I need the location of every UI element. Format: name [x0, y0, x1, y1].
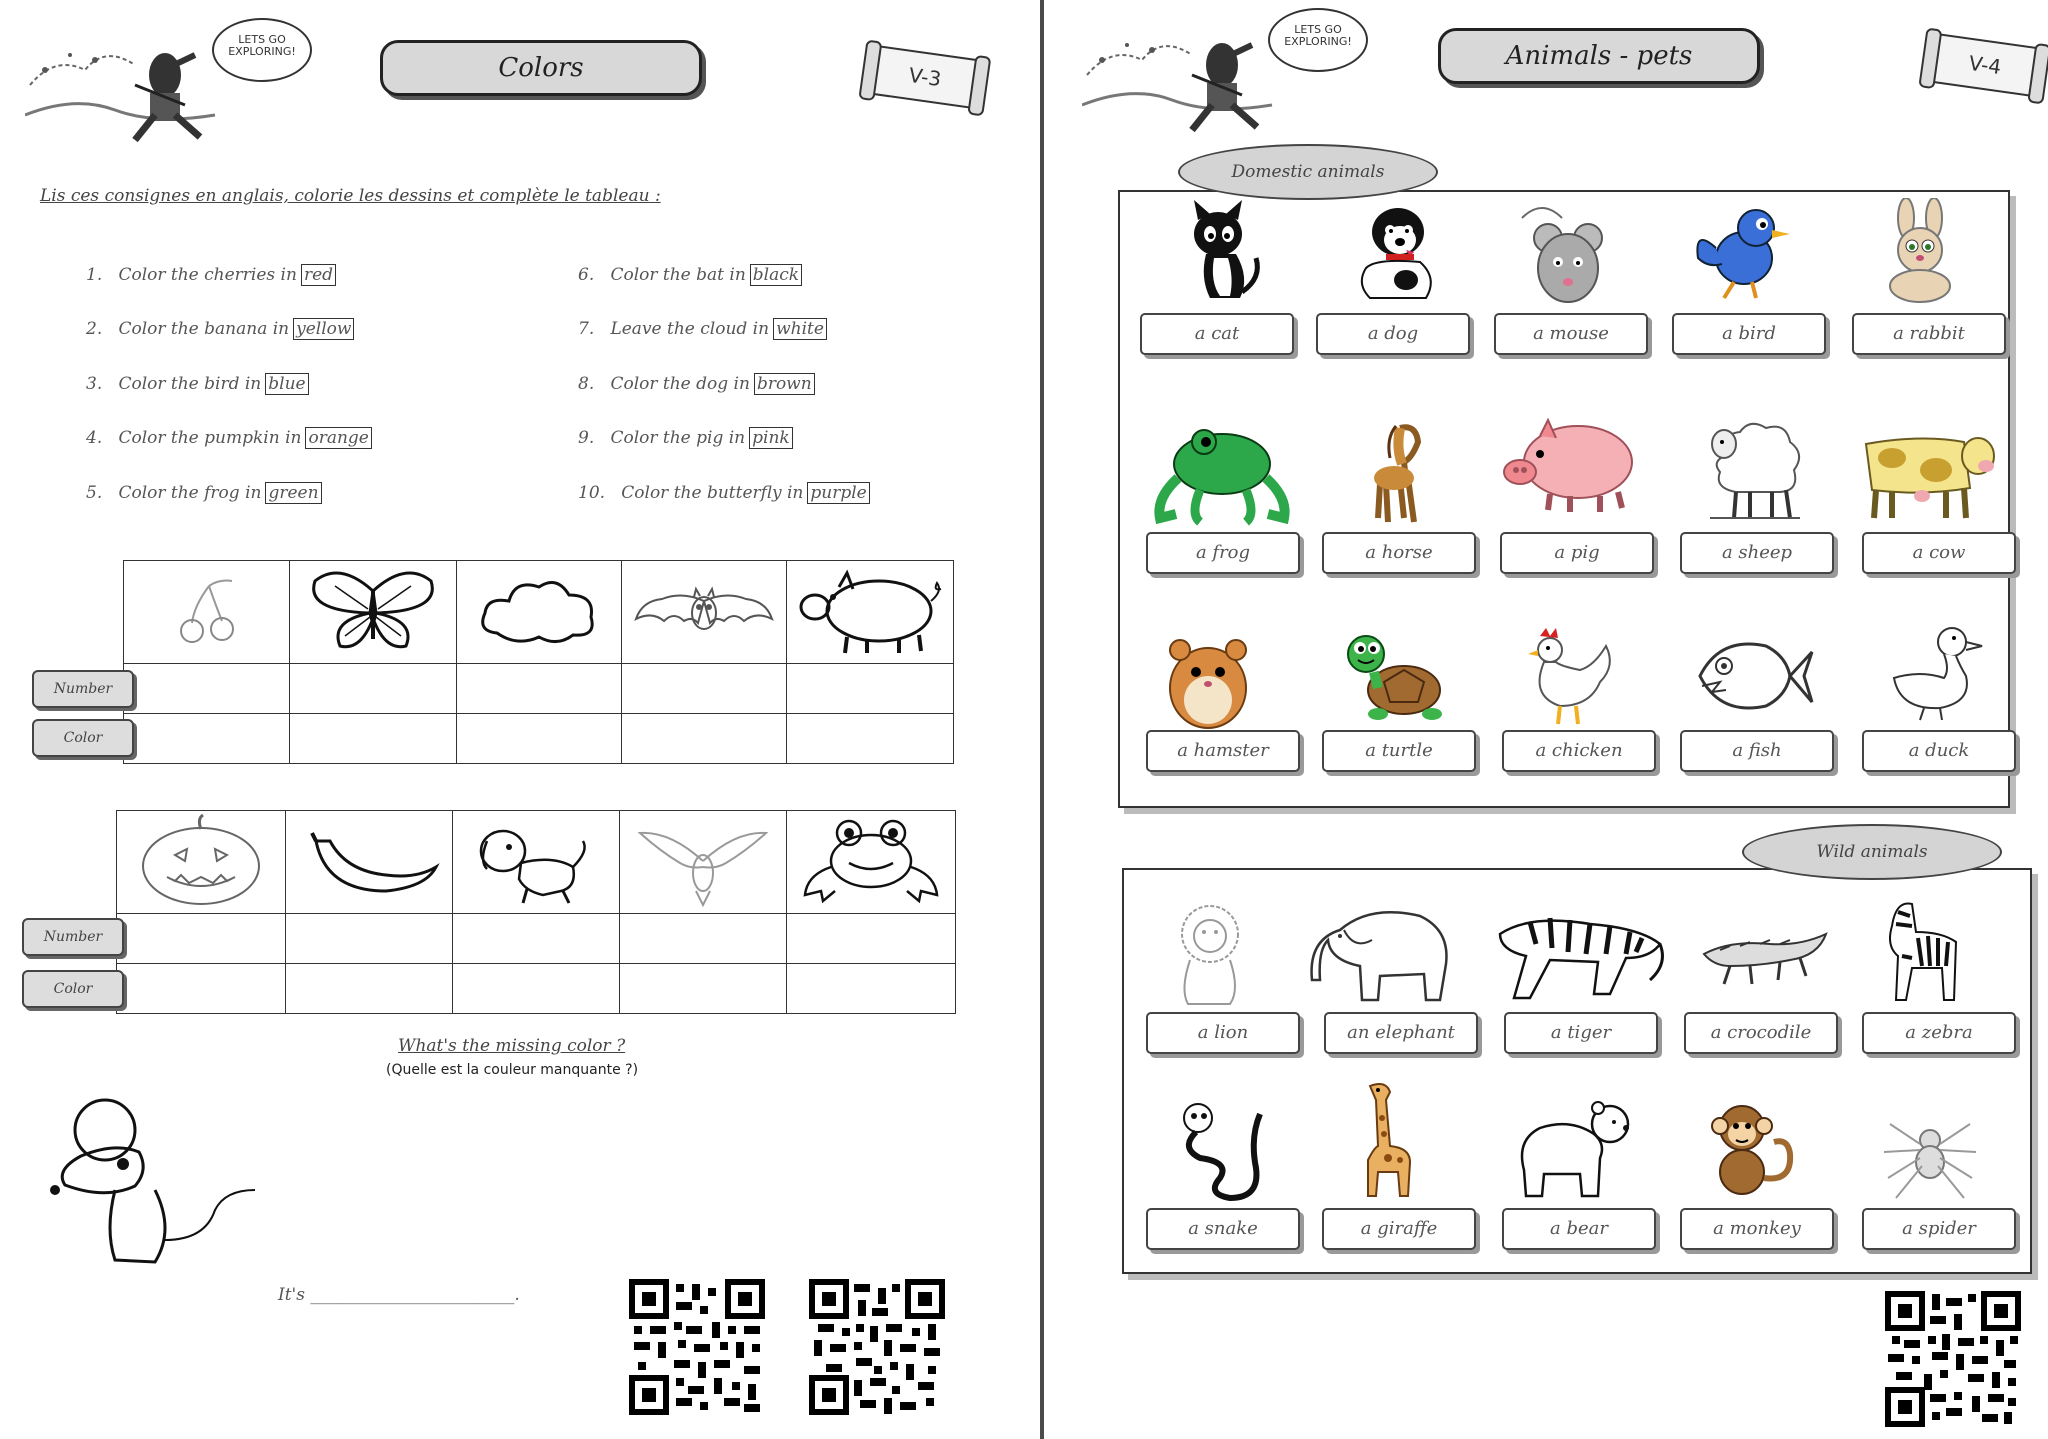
label-bear: a bear — [1502, 1208, 1656, 1250]
worksheet-code: V-3 — [867, 45, 983, 110]
label-snake: a snake — [1146, 1208, 1300, 1250]
frog-icon — [1150, 418, 1290, 528]
banana-icon — [286, 811, 452, 909]
label-pig: a pig — [1500, 532, 1654, 574]
instruction-7: 7. Leave the cloud in white — [578, 319, 827, 339]
page-title: Animals - pets — [1438, 28, 1760, 84]
explorer-cartoon-icon — [1082, 5, 1292, 135]
crocodile-icon — [1700, 910, 1830, 1000]
pig-icon — [1494, 414, 1644, 514]
number-row-label: Number — [22, 918, 124, 956]
table-cell — [620, 811, 787, 914]
dog-icon — [1346, 198, 1446, 303]
label-dog: a dog — [1316, 313, 1470, 355]
fish-icon — [1690, 626, 1816, 726]
wild-animals-heading: Wild animals — [1742, 824, 2002, 880]
label-elephant: an elephant — [1324, 1012, 1478, 1054]
label-turtle: a turtle — [1322, 730, 1476, 772]
elephant-icon — [1300, 900, 1460, 1006]
label-lion: a lion — [1146, 1012, 1300, 1054]
color-row-label: Color — [32, 719, 134, 757]
cloud-icon — [457, 561, 621, 659]
qr-code-icon — [808, 1278, 946, 1416]
instruction-5: 5. Color the frog in green — [86, 483, 322, 503]
instruction-6: 6. Color the bat in black — [578, 265, 802, 285]
spider-icon — [1880, 1104, 1980, 1204]
mouse-icon — [1512, 198, 1622, 308]
giraffe-icon — [1346, 1076, 1420, 1200]
qr-code-icon — [1884, 1290, 2022, 1428]
lion-icon — [1160, 900, 1260, 1006]
instruction-9: 9. Color the pig in pink — [578, 428, 793, 448]
label-rabbit: a rabbit — [1852, 313, 2006, 355]
cow-icon — [1852, 414, 2002, 524]
instruction-10: 10. Color the butterfly in purple — [578, 483, 870, 503]
turtle-icon — [1338, 626, 1448, 732]
bat-icon — [622, 561, 786, 659]
label-bird: a bird — [1672, 313, 1826, 355]
instruction-1: 1. Color the cherries in red — [86, 265, 336, 285]
label-duck: a duck — [1862, 730, 2016, 772]
snake-icon — [1170, 1098, 1270, 1204]
missing-color-title: What's the missing color ? — [398, 1036, 626, 1056]
pig-icon — [787, 561, 953, 659]
instruction-8: 8. Color the dog in brown — [578, 374, 815, 394]
table-cell — [457, 561, 622, 664]
label-crocodile: a crocodile — [1684, 1012, 1838, 1054]
label-fish: a fish — [1680, 730, 1834, 772]
label-zebra: a zebra — [1862, 1012, 2016, 1054]
cat-icon — [1170, 198, 1270, 303]
color-table-1 — [123, 560, 954, 764]
table-cell — [622, 561, 787, 664]
page-divider — [1040, 0, 1044, 1439]
tiger-icon — [1490, 904, 1670, 1004]
missing-color-subtitle: (Quelle est la couleur manquante ?) — [386, 1062, 639, 1078]
table-cell — [124, 561, 290, 664]
speech-bubble: LETS GO EXPLORING! — [212, 18, 312, 82]
qr-code-icon — [628, 1278, 766, 1416]
number-row-label: Number — [32, 670, 134, 708]
page-title: Colors — [380, 40, 702, 96]
instruction-2: 2. Color the banana in yellow — [86, 319, 354, 339]
bear-icon — [1510, 1100, 1640, 1200]
table-cell — [787, 561, 954, 664]
label-chicken: a chicken — [1502, 730, 1656, 772]
table-cell — [290, 561, 457, 664]
butterfly-icon — [290, 561, 456, 659]
frog-icon — [787, 811, 955, 909]
table-cell — [787, 811, 956, 914]
answer-line: It's ________________________. — [278, 1285, 520, 1305]
speech-bubble: LETS GO EXPLORING! — [1268, 8, 1368, 72]
monkey-icon — [1702, 1098, 1802, 1204]
instruction-3: 3. Color the bird in blue — [86, 374, 309, 394]
label-mouse: a mouse — [1494, 313, 1648, 355]
table-cell — [453, 811, 620, 914]
label-horse: a horse — [1322, 532, 1476, 574]
sheep-icon — [1700, 414, 1810, 524]
worksheet-code: V-4 — [1927, 33, 2043, 98]
label-spider: a spider — [1862, 1208, 2016, 1250]
zebra-icon — [1872, 896, 1968, 1006]
color-row-label: Color — [22, 970, 124, 1008]
instruction-4: 4. Color the pumpkin in orange — [86, 428, 372, 448]
label-cat: a cat — [1140, 313, 1294, 355]
duck-icon — [1880, 620, 1986, 726]
label-cow: a cow — [1862, 532, 2016, 574]
chicken-icon — [1520, 626, 1620, 732]
label-monkey: a monkey — [1680, 1208, 1834, 1250]
directions: Lis ces consignes en anglais, colorie les dessins et complète le tableau : — [40, 186, 661, 206]
color-table-2 — [116, 810, 956, 1014]
label-tiger: a tiger — [1504, 1012, 1658, 1054]
bird-icon — [1694, 198, 1794, 303]
label-giraffe: a giraffe — [1322, 1208, 1476, 1250]
bird-icon — [620, 811, 786, 909]
domestic-animals-heading: Domestic animals — [1178, 144, 1438, 200]
explorer-cartoon-icon — [25, 15, 235, 145]
label-frog: a frog — [1146, 532, 1300, 574]
rabbit-icon — [1872, 198, 1968, 303]
table-cell — [286, 811, 453, 914]
hamster-icon — [1160, 626, 1256, 732]
dog-icon — [453, 811, 619, 909]
label-hamster: a hamster — [1146, 730, 1300, 772]
horse-icon — [1356, 418, 1436, 528]
label-sheep: a sheep — [1680, 532, 1834, 574]
mouse-icon — [45, 1090, 265, 1280]
table-cell — [117, 811, 286, 914]
cherries-icon — [124, 561, 289, 659]
pumpkin-icon — [117, 811, 285, 909]
